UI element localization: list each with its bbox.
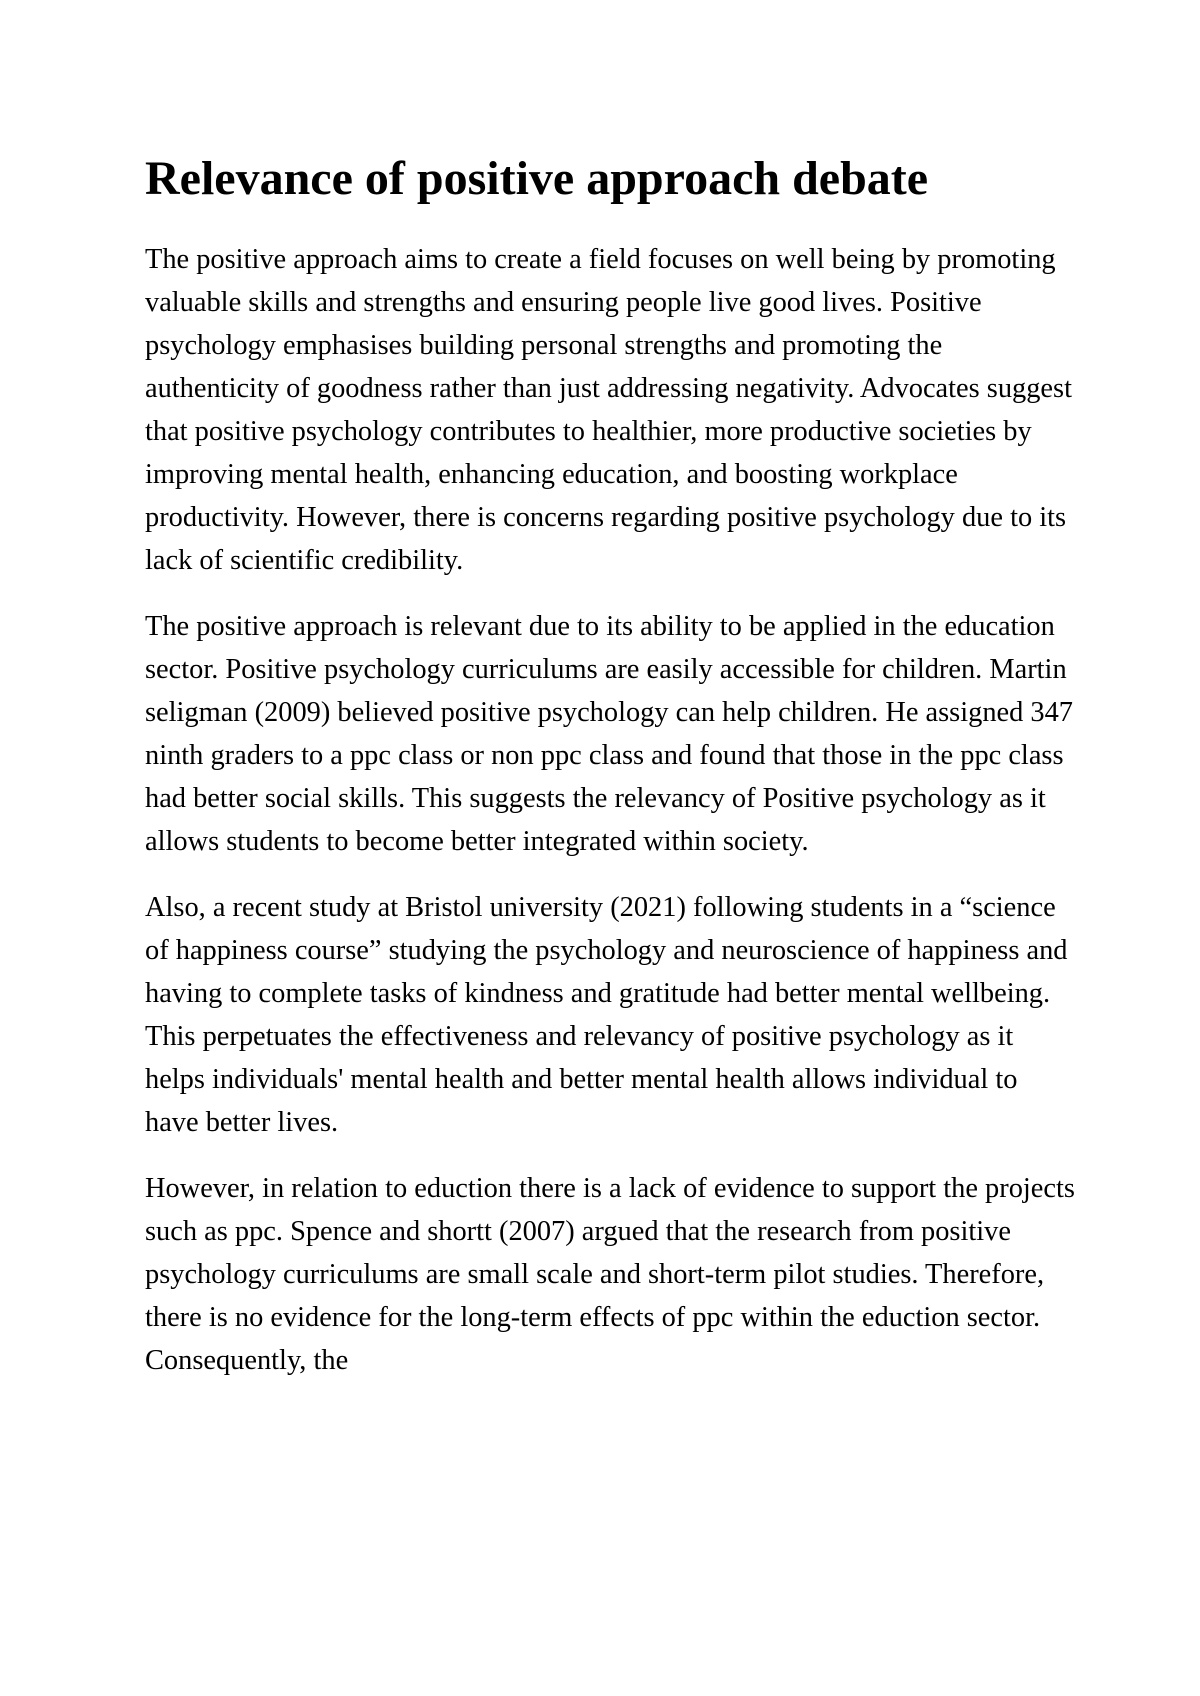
document-title: Relevance of positive approach debate bbox=[145, 152, 929, 205]
paragraph-education: The positive approach is relevant due to its ability to be applied in the education sector. Positive psychology curriculums are easily accessible for children. Martin seligman (2009) believed positive psychology can help children. He assigned 347 ninth graders to a ppc class or non ppc class and found that those in the ppc class had better social skills. This suggests the relevancy of Positive psychology as it allows students to become better integrated within society. bbox=[145, 611, 1073, 857]
paragraph-criticism: However, in relation to eduction there is a lack of evidence to support the projects such as ppc. Spence and shortt (2007) argued that the research from positive psychology curriculums are small scale and short-term pilot studies. Therefore, there is no evidence for the long-term effects of ppc within the eduction sector. Consequently, the bbox=[145, 1173, 1075, 1376]
paragraph-intro: The positive approach aims to create a field focuses on well being by promoting valuable skills and strengths and ensuring people live good lives. Positive psychology emphasises building personal strengths and promoting the authenticity of goodness rather than just addressing negativity. Advocates suggest that positive psychology contributes to healthier, more productive societies by improving mental health, enhancing education, and boosting workplace productivity. However, there is concerns regarding positive psychology due to its lack of scientific credibility. bbox=[145, 244, 1072, 576]
document-body bbox=[145, 148, 1075, 1405]
paragraph-bristol-study: Also, a recent study at Bristol university (2021) following students in a “science of happiness course” studying the psychology and neuroscience of happiness and having to complete tasks of kindness and gratitude had better mental wellbeing. This perpetuates the effectiveness and relevancy of positive psychology as it helps individuals' mental health and better mental health allows individual to have better lives. bbox=[145, 892, 1068, 1138]
